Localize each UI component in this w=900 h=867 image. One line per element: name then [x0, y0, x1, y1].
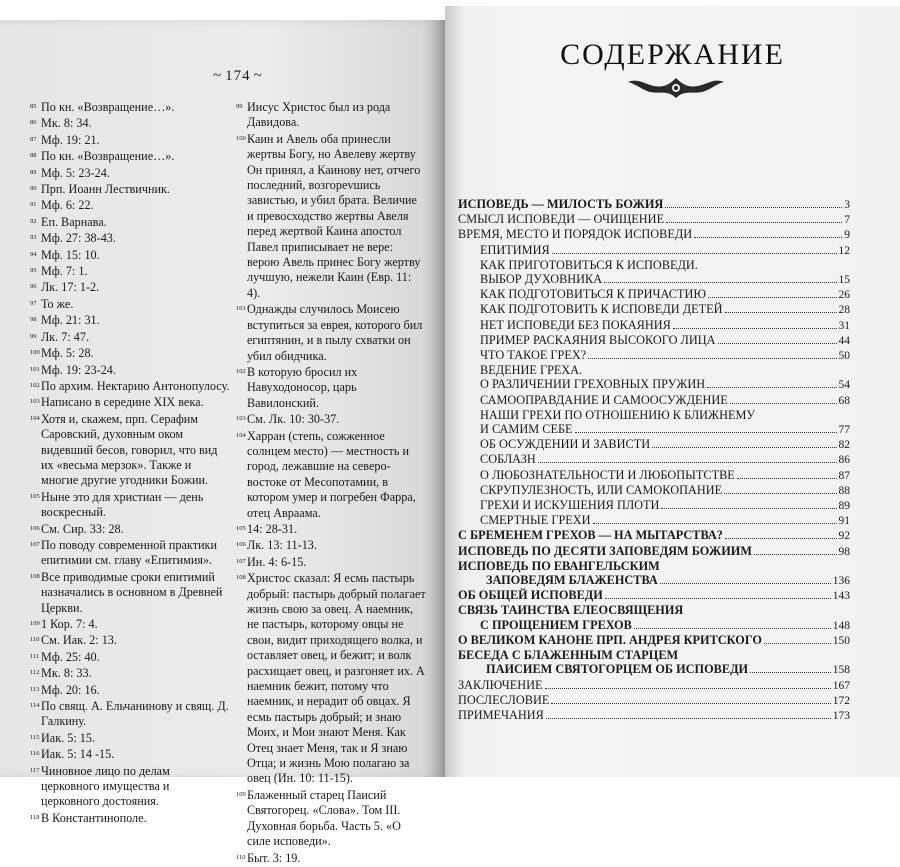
- footnote-number: 89: [30, 168, 37, 176]
- toc-entry-label: О РАЗЛИЧЕНИИ ГРЕХОВНЫХ ПРУЖИН: [480, 377, 706, 392]
- footnote: [30, 166, 230, 181]
- footnote-text: Лк. 7: 47.: [41, 329, 90, 344]
- toc-leader-dots: [660, 583, 831, 584]
- footnote-text: Мф. 25: 40.: [41, 649, 100, 664]
- toc-entry-label: ОБ ОСУЖДЕНИИ И ЗАВИСТИ: [480, 437, 651, 452]
- toc-page-number: 68: [838, 394, 850, 407]
- toc-page-number: 136: [832, 575, 850, 588]
- toc-entry-label: СМЫСЛ ИСПОВЕДИ — ОЧИЩЕНИЕ: [458, 212, 665, 227]
- footnote-text: Мф. 5: 28.: [41, 346, 94, 361]
- footnote: [236, 365, 426, 411]
- footnote: [30, 538, 230, 569]
- footnote-text: 1 Кор. 7: 4.: [41, 617, 98, 631]
- footnote: [30, 633, 230, 648]
- footnote-number: 85: [30, 103, 37, 110]
- footnote-number: 90: [30, 185, 37, 193]
- toc-entry[interactable]: [458, 348, 850, 363]
- footnote-number: 88: [30, 152, 37, 160]
- footnote-number: 107: [30, 540, 40, 548]
- toc-entry[interactable]: [458, 318, 850, 333]
- toc-entry[interactable]: [458, 258, 850, 272]
- footnote-text: Харран (степь, сожженное солнцем место) — местность и город, лежавшие на северо-востоке от Месопотамии, в котором умер и погребен Фарра, отец Авраама.: [247, 428, 416, 520]
- toc-entry[interactable]: [458, 678, 850, 693]
- toc-page-number: 92: [838, 530, 850, 543]
- footnote: [30, 363, 230, 378]
- footnote: [30, 731, 230, 746]
- footnote-number: 99: [236, 103, 243, 110]
- footnote: [30, 248, 230, 263]
- footnote-text: Написано в середине XIX века.: [41, 395, 204, 410]
- footnote-text: Каин и Авель оба принесли жертвы Богу, но Авелеву жертву Он принял, а Каинову нет, отчего последний, возгорevшись завистью, и убил брата. Величие и превосходство жертвы Авеля перед жертвой Каина апостол Павел приписывает не вере: верою Авель принес Богу жертву лучшую, нежели Каин (Евр. 11: 4).: [247, 131, 421, 300]
- toc-entry[interactable]: [458, 197, 850, 212]
- toc-entry[interactable]: [458, 243, 850, 258]
- toc-page-number: 143: [832, 590, 850, 603]
- toc-leader-dots: [575, 432, 837, 433]
- footnote-text: Мф. 27: 38-43.: [41, 231, 116, 246]
- toc-leader-dots: [730, 403, 837, 404]
- footnote-text: Блаженный старец Паисий Святогорец. «Слова». Том III. Духовная борьба. Часть 5. «О силе исповеди».: [247, 787, 401, 849]
- toc-leader-dots: [634, 628, 831, 629]
- toc-entry[interactable]: [458, 662, 850, 677]
- toc-entry-label: ПОСЛЕСЛОВИЕ: [458, 692, 550, 707]
- footnote: [30, 330, 230, 345]
- toc-entry[interactable]: [458, 648, 850, 662]
- toc-title: СОДЕРЖАНИЕ: [560, 38, 785, 71]
- footnote: [236, 788, 426, 850]
- footnote-text: Мф. 15: 10.: [41, 247, 100, 262]
- toc-entry[interactable]: [458, 633, 850, 648]
- toc-leader-dots: [661, 508, 836, 509]
- toc-entry[interactable]: [458, 227, 850, 242]
- footnote: [30, 313, 230, 328]
- footnote-number: 94: [30, 250, 37, 258]
- footnote-number: 106: [236, 541, 246, 549]
- table-of-contents: [458, 197, 850, 723]
- footnote: [30, 116, 230, 131]
- footnote-text: Мф. 19: 23-24.: [41, 362, 116, 377]
- toc-leader-dots: [545, 688, 831, 689]
- toc-page-number: 167: [832, 679, 850, 692]
- footnote: [30, 379, 230, 394]
- footnote-text: По кн. «Возвращение…».: [41, 149, 175, 164]
- footnote-text: Мф. 21: 31.: [41, 313, 100, 328]
- toc-leader-dots: [604, 282, 836, 283]
- footnote-number: 101: [30, 365, 40, 373]
- footnote-number: 113: [30, 685, 40, 693]
- footnote: [30, 490, 230, 521]
- toc-leader-dots: [707, 387, 836, 388]
- toc-entry-label: ВРЕМЯ, МЕСТО И ПОРЯДОК ИСПОВЕДИ: [458, 227, 693, 242]
- toc-entry[interactable]: [458, 408, 850, 422]
- footnote-number: 106: [30, 524, 40, 532]
- footnote-number: 118: [30, 813, 40, 821]
- footnote-number: 110: [30, 636, 40, 644]
- footnote: [30, 215, 230, 230]
- footnote: [30, 650, 230, 665]
- footnote-text: По свящ. А. Ельчанинову и свящ. Д. Галкину.: [41, 699, 229, 729]
- footnote: [30, 666, 230, 681]
- footnote-number: 99: [30, 332, 37, 340]
- toc-entry-label: ИСПОВЕДЬ — МИЛОСТЬ БОЖИЯ: [458, 197, 664, 211]
- footnote: [30, 297, 230, 312]
- footnote-number: 117: [30, 766, 40, 774]
- toc-entry-label: СОБЛАЗН: [480, 452, 536, 467]
- toc-leader-dots: [725, 538, 837, 539]
- footnote-number: 96: [30, 283, 37, 291]
- footnote: [236, 555, 426, 570]
- footnote-number: 95: [30, 267, 37, 275]
- footnote-text: Быт. 3: 19.: [247, 850, 301, 865]
- toc-leader-dots: [708, 297, 836, 298]
- footnote-text: См. Сир. 33: 28.: [41, 521, 124, 536]
- toc-page-number: 173: [832, 709, 850, 722]
- footnote: [30, 198, 230, 213]
- toc-entry-label: КАК ПОДГОТОВИТЬ К ИСПОВЕДИ ДЕТЕЙ: [480, 302, 723, 317]
- footnote-number: 108: [30, 572, 40, 580]
- toc-entry-label: О ЛЮБОЗНАТЕЛЬНОСТИ И ЛЮБОПЫТСТВЕ: [480, 467, 735, 482]
- footnote: [236, 851, 426, 866]
- footnote: [30, 522, 230, 537]
- toc-entry-label: И САМИМ СЕБЕ: [480, 422, 573, 437]
- toc-page-number: 3: [844, 199, 850, 211]
- toc-entry[interactable]: [458, 483, 850, 498]
- footnote-text: Мф. 20: 16.: [41, 682, 100, 697]
- footnote: [30, 133, 230, 148]
- ornament-divider-icon: [622, 72, 730, 106]
- page-number: ~ 174 ~: [210, 68, 266, 85]
- footnote-number: 103: [30, 398, 40, 406]
- toc-entry[interactable]: [458, 559, 850, 573]
- footnote-text: Еп. Варнава.: [41, 214, 107, 229]
- toc-entry[interactable]: [458, 333, 850, 348]
- toc-page-number: 172: [832, 694, 850, 707]
- toc-page-number: 7: [844, 214, 850, 227]
- footnote-number: 100: [30, 349, 40, 357]
- toc-page-number: 31: [838, 319, 850, 332]
- footnote-text: См. Иак. 2: 13.: [41, 633, 117, 648]
- footnote-number: 100: [236, 134, 246, 142]
- toc-entry[interactable]: [458, 377, 850, 392]
- footnote: [30, 811, 230, 826]
- footnote-number: 104: [30, 414, 40, 422]
- toc-leader-dots: [551, 703, 830, 704]
- footnote-text: По кн. «Возвращение…».: [41, 100, 175, 114]
- toc-entry[interactable]: [458, 302, 850, 317]
- footnote: [30, 412, 230, 489]
- toc-page-number: 28: [838, 304, 850, 317]
- toc-leader-dots: [538, 462, 837, 463]
- toc-entry[interactable]: [458, 498, 850, 513]
- footnote-number: 109: [30, 620, 40, 627]
- footnote-text: Лк. 13: 11-13.: [247, 538, 317, 553]
- toc-entry-label: С ПРОЩЕНИЕМ ГРЕХОВ: [480, 617, 632, 632]
- footnote-number: 101: [236, 305, 246, 313]
- footnote-number: 86: [30, 119, 37, 127]
- footnote-number: 112: [30, 669, 40, 677]
- toc-leader-dots: [750, 672, 831, 673]
- toc-entry[interactable]: [458, 393, 850, 408]
- footnote: [236, 522, 426, 537]
- toc-entry[interactable]: [458, 363, 850, 377]
- footnote: [30, 182, 230, 197]
- footnote-text: Мф. 5: 23-24.: [41, 165, 110, 180]
- toc-entry-label: О ВЕЛИКОМ КАНОНЕ ПРП. АНДРЕЯ КРИТСКОГО: [458, 632, 762, 647]
- footnote-number: 105: [236, 524, 246, 532]
- footnote-text: Прп. Иоанн Лествичник.: [41, 182, 170, 197]
- footnote: [30, 231, 230, 246]
- toc-entry[interactable]: [458, 287, 850, 302]
- toc-page-number: 82: [838, 439, 850, 452]
- footnote-text: Иак. 5: 14 -15.: [41, 747, 115, 762]
- toc-page-number: 12: [838, 244, 850, 257]
- toc-leader-dots: [665, 207, 842, 208]
- toc-leader-dots: [754, 554, 837, 555]
- footnote-number: 98: [30, 316, 37, 324]
- toc-entry-label: ИСПОВЕДЬ ПО ДЕСЯТИ ЗАПОВЕДЯМ БОЖИИМ: [458, 543, 752, 558]
- toc-page-number: 54: [838, 379, 850, 392]
- footnote-text: Мф. 7: 1.: [41, 264, 88, 279]
- footnote: [30, 264, 230, 279]
- footnote-number: 114: [30, 702, 40, 710]
- footnote-text: То же.: [41, 296, 74, 311]
- footnote-text: Ныне это для христиан — день воскресный.: [41, 489, 204, 520]
- footnote-text: Христос сказал: Я есмь пастырь добрый: пастырь добрый полагает жизнь свою за овец. А наемник, не пастырь, которому овцы не свои, видит приходящего волка, и оставляет овец, и бежит; и волк расхищает овец, и разгоняет их. А наемник бежит, потому что наемник, и нерадит об овцах. Я есмь пастырь добрый; и знаю Моих, и Мои знают Меня. Как Отец знает Меня, так и Я знаю Отца; и жизнь Мою полагаю за овец (Ин. 10: 11-15).: [247, 571, 426, 786]
- toc-entry-label: ЗАКЛЮЧЕНИЕ: [458, 677, 543, 692]
- footnote-text: В которую бросил их Навуходоносор, царь Вавилонский.: [247, 364, 358, 410]
- footnote-number: 115: [30, 733, 40, 741]
- toc-entry[interactable]: [458, 603, 850, 617]
- notes-column-2: [236, 100, 426, 867]
- toc-page-number: 9: [844, 229, 850, 242]
- footnote-text: Мф. 6: 22.: [41, 198, 94, 213]
- footnote-number: 110: [236, 853, 246, 861]
- toc-entry-label: САМООПРАВДАНИЕ И САМООСУЖДЕНИЕ: [480, 392, 728, 407]
- footnote: [236, 302, 426, 364]
- footnote-number: 87: [30, 135, 37, 143]
- toc-leader-dots: [588, 358, 836, 359]
- toc-entry[interactable]: [458, 437, 850, 452]
- toc-page-number: 98: [838, 545, 850, 558]
- toc-entry-label: ИСПОВЕДЬ ПО ЕВАНГЕЛЬСКИМ: [458, 558, 660, 573]
- toc-entry-label: ЧТО ТАКОЕ ГРЕХ?: [480, 348, 587, 363]
- footnote-text: Мк. 8: 33.: [41, 666, 92, 681]
- footnote: [30, 699, 230, 730]
- toc-entry-label: ВЫБОР ДУХОВНИКА: [480, 272, 603, 287]
- toc-entry[interactable]: [458, 693, 850, 708]
- footnote: [30, 149, 230, 164]
- toc-entry-label: СМЕРТНЫЕ ГРЕХИ: [480, 513, 591, 528]
- footnote: [30, 395, 230, 410]
- toc-entry-label: СВЯЗЬ ТАИНСТВА ЕЛЕОСВЯЩЕНИЯ: [458, 603, 684, 618]
- toc-entry-label: ПАИСИЕМ СВЯТОГОРЦЕМ ОБ ИСПОВЕДИ: [486, 662, 749, 677]
- footnote-number: 92: [30, 217, 37, 225]
- toc-entry[interactable]: [458, 588, 850, 603]
- toc-entry-label: С БРЕМЕНЕМ ГРЕХОВ — НА МЫТАРСТВА?: [458, 528, 723, 543]
- toc-leader-dots: [724, 493, 836, 494]
- toc-page-number: 50: [838, 350, 850, 363]
- footnote: [30, 100, 230, 115]
- footnote-text: В Константинополе.: [41, 810, 147, 825]
- footnote-text: Лк. 17: 1-2.: [41, 280, 100, 295]
- toc-leader-dots: [694, 237, 842, 238]
- footnote-number: 109: [236, 790, 246, 798]
- footnote: [30, 747, 230, 762]
- footnote-number: 97: [30, 299, 37, 307]
- footnote: [30, 683, 230, 698]
- footnote-number: 104: [236, 431, 246, 439]
- footnote-number: 103: [236, 415, 246, 423]
- footnote-text: Все приводимые сроки епитимий назначались в основном в Древней Церкви.: [41, 569, 223, 615]
- toc-entry[interactable]: [458, 272, 850, 287]
- toc-page-number: 87: [838, 469, 850, 482]
- toc-entry-label: ЕПИТИМИЯ: [480, 242, 550, 257]
- footnote: [236, 412, 426, 427]
- footnote: [236, 429, 426, 521]
- toc-leader-dots: [764, 643, 831, 644]
- footnote: [30, 280, 230, 295]
- toc-leader-dots: [718, 343, 837, 344]
- footnote-number: 102: [236, 367, 246, 375]
- toc-entry[interactable]: [458, 513, 850, 528]
- toc-entry-label: ЗАПОВЕДЯМ БЛАЖЕНСТВА: [486, 573, 658, 588]
- toc-leader-dots: [666, 222, 842, 223]
- toc-entry-label: ОБ ОБЩЕЙ ИСПОВЕДИ: [458, 588, 603, 603]
- footnote-text: 14: 28-31.: [247, 521, 298, 536]
- footnote-number: 105: [30, 492, 40, 500]
- toc-leader-dots: [725, 312, 837, 313]
- toc-leader-dots: [605, 598, 831, 599]
- toc-page-number: 91: [838, 515, 850, 528]
- toc-entry-label: ПРИМЕЧАНИЯ: [458, 707, 544, 722]
- toc-leader-dots: [673, 328, 837, 329]
- toc-page-number: 44: [838, 334, 850, 347]
- notes-column-1: [30, 100, 230, 827]
- toc-entry[interactable]: [458, 468, 850, 483]
- footnote-number: 116: [30, 750, 40, 758]
- toc-leader-dots: [737, 478, 837, 479]
- toc-page-number: 158: [832, 664, 850, 677]
- footnote-text: Иак. 5: 15.: [41, 730, 95, 745]
- toc-entry[interactable]: [458, 544, 850, 559]
- toc-page-number: 77: [838, 424, 850, 437]
- footnote-text: См. Лк. 10: 30-37.: [247, 412, 340, 427]
- footnote: [30, 570, 230, 616]
- footnote-number: 102: [30, 381, 40, 389]
- toc-entry[interactable]: [458, 573, 850, 588]
- footnote-text: Ин. 4: 6-15.: [247, 554, 307, 569]
- footnote-text: Мф. 19: 21.: [41, 132, 100, 147]
- toc-entry-label: КАК ПРИГОТОВИТЬСЯ К ИСПОВЕДИ.: [480, 257, 698, 272]
- toc-leader-dots: [546, 718, 831, 719]
- footnote: [30, 346, 230, 361]
- toc-entry[interactable]: [458, 618, 850, 633]
- toc-entry[interactable]: [458, 452, 850, 467]
- toc-entry-label: БЕСЕДА С БЛАЖЕННЫМ СТАРЦЕМ: [458, 648, 679, 663]
- footnote-text: Хотя и, скажем, прп. Серафим Саровский, духовным оком видевший бесов, говорил, что вид их «весьма мерзок». Также и многие другие угодники Божии.: [41, 411, 218, 488]
- footnote-text: По поводу современной практики епитимии см. главу «Епитимия».: [41, 537, 217, 568]
- toc-page-number: 150: [832, 634, 850, 647]
- toc-page-number: 148: [832, 619, 850, 632]
- footnote-text: Мк. 8: 34.: [41, 116, 92, 131]
- footnote: [236, 100, 426, 131]
- left-page: [0, 20, 445, 865]
- footnote-text: По архим. Нектарию Антонопулосу.: [41, 378, 230, 393]
- toc-page-number: 26: [838, 289, 850, 302]
- toc-leader-dots: [593, 523, 837, 524]
- footnote-number: 107: [236, 557, 246, 565]
- footnote-number: 91: [30, 201, 37, 209]
- footnote-number: 111: [30, 652, 40, 660]
- footnote-text: Чиновное лицо по делам церковного имущества и церковного достояния.: [41, 763, 170, 809]
- toc-entry-label: НАШИ ГРЕХИ ПО ОТНОШЕНИЮ К БЛИЖНЕМУ: [480, 407, 756, 422]
- toc-entry-label: ВЕДЕНИЕ ГРЕХА.: [480, 363, 583, 378]
- footnote-number: 93: [30, 234, 37, 242]
- footnote-number: 108: [236, 574, 246, 582]
- toc-entry-label: ПРИМЕР РАСКАЯНИЯ ВЫСОКОГО ЛИЦА: [480, 332, 716, 347]
- footnote-text: Иисус Христос был из рода Давидова.: [247, 100, 391, 130]
- footnote: [236, 538, 426, 553]
- toc-page-number: 86: [838, 454, 850, 467]
- toc-page-number: 89: [838, 500, 850, 513]
- toc-leader-dots: [652, 447, 836, 448]
- toc-leader-dots: [552, 253, 837, 254]
- toc-entry-label: СКРУПУЛЕЗНОСТЬ, ИЛИ САМОКОПАНИЕ: [480, 482, 723, 497]
- footnote-text: Однажды случилось Моисею вступиться за еврея, которого бил египтянин, и в пылу схватки он убил обидчика.: [247, 302, 423, 363]
- footnote: [30, 617, 230, 632]
- toc-entry-label: ГРЕХИ И ИСКУШЕНИЯ ПЛОТИ: [480, 498, 660, 513]
- footnote: [236, 132, 426, 301]
- toc-entry[interactable]: [458, 528, 850, 543]
- footnote: [236, 571, 426, 787]
- toc-entry-label: КАК ПОДГОТОВИТЬСЯ К ПРИЧАСТИЮ: [480, 287, 707, 302]
- toc-page-number: 88: [838, 484, 850, 497]
- toc-entry[interactable]: [458, 212, 850, 227]
- toc-entry[interactable]: [458, 708, 850, 723]
- toc-entry-label: НЕТ ИСПОВЕДИ БЕЗ ПОКАЯНИЯ: [480, 317, 671, 332]
- footnote: [30, 764, 230, 810]
- toc-page-number: 15: [838, 274, 850, 287]
- toc-entry[interactable]: [458, 422, 850, 437]
